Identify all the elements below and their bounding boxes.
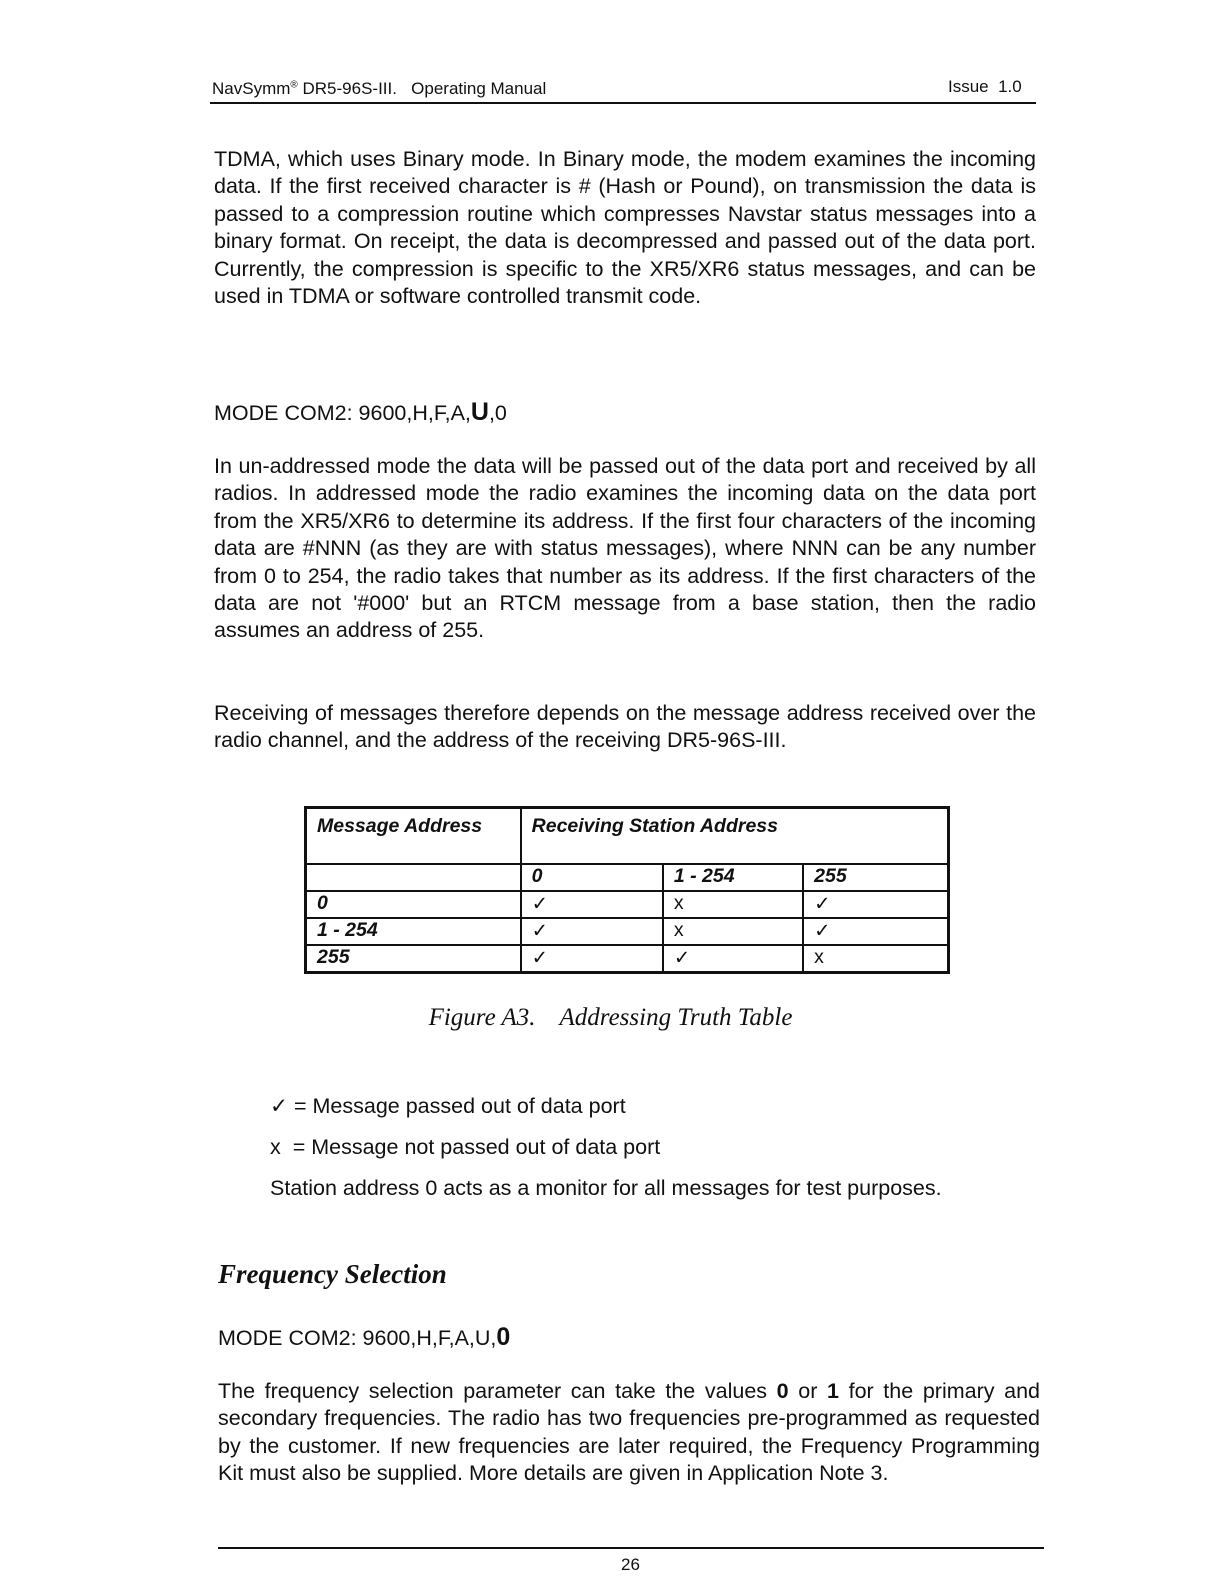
table-header-row xyxy=(306,808,949,865)
table-row xyxy=(306,891,949,918)
table-cell: x xyxy=(663,891,803,918)
addressing-truth-table xyxy=(304,806,950,974)
table-cell: ✓ xyxy=(663,945,803,973)
row-label: 1 - 254 xyxy=(306,918,521,945)
row-label: 255 xyxy=(306,945,521,973)
table-cell: ✓ xyxy=(803,918,948,945)
paragraph-frequency: The frequency selection parameter can take the values 0 or 1 for the primary and secondary frequencies. The radio has two frequencies pre-programmed as requested by the customer. If new frequencies are later required, the Frequency Programming Kit must also be supplied. More details are given in Application Note 3. xyxy=(218,1379,1040,1486)
row-label: 0 xyxy=(306,891,521,918)
table-cell: ✓ xyxy=(521,945,663,973)
mode-command-addressing: MODE COM2: 9600,H,F,A,U,0 xyxy=(214,398,507,426)
paragraph-addressed-mode: In un-addressed mode the data will be passed out of the data port and received by all radios. In addressed mode the radio examines the incoming data on the data port from the XR5/XR6 to determine its address. If the first four characters of the incoming data are #NNN (as they are with status messages), where NNN can be any number from 0 to 254, the radio takes that number as its address. If the first characters of the data are not '#000' but an RTCM message from a base station, then the radio assumes an address of 255. xyxy=(214,454,1036,643)
table-cell: ✓ xyxy=(803,891,948,918)
section-title-frequency: Frequency Selection xyxy=(218,1259,447,1289)
header-rule xyxy=(210,102,1036,104)
table-cell: ✓ xyxy=(521,918,663,945)
table-cell xyxy=(306,864,521,891)
table-cell: x xyxy=(803,945,948,973)
header-message-address: Message Address xyxy=(306,808,521,865)
table-cell: ✓ xyxy=(521,891,663,918)
running-header-title: NavSymm® DR5-96S-III. Operating Manual xyxy=(212,79,547,98)
table-row xyxy=(306,918,949,945)
paragraph-receiving: Receiving of messages therefore depends on the message address received over the radio channel, and the address of the receiving DR5-96S-III. xyxy=(214,701,1036,753)
table-cell: x xyxy=(663,918,803,945)
figure-caption: Figure A3. Addressing Truth Table xyxy=(428,1004,793,1031)
column-header: 0 xyxy=(521,864,663,891)
issue-label: Issue 1.0 xyxy=(948,77,1022,96)
legend-cross: x = Message not passed out of data port xyxy=(270,1135,661,1159)
legend-check: ✓ = Message passed out of data port xyxy=(270,1094,626,1118)
footer-rule xyxy=(218,1547,1044,1549)
table-column-row xyxy=(306,864,949,891)
table-row xyxy=(306,945,949,973)
column-header: 1 - 254 xyxy=(663,864,803,891)
page-number: 26 xyxy=(621,1555,640,1574)
column-header: 255 xyxy=(803,864,948,891)
paragraph-binary-mode: TDMA, which uses Binary mode. In Binary mode, the modem examines the incoming data. If the first received character is # (Hash or Pound), on transmission the data is passed to a compression routine which compresses Navstar status messages into a binary format. On receipt, the data is decompressed and passed out of the data port. Currently, the compression is specific to the XR5/XR6 status messages, and can be used in TDMA or software controlled transmit code. xyxy=(214,147,1036,309)
legend-note: Station address 0 acts as a monitor for all messages for test purposes. xyxy=(270,1176,942,1200)
header-receiving-station: Receiving Station Address xyxy=(521,808,949,865)
mode-command-frequency: MODE COM2: 9600,H,F,A,U,0 xyxy=(218,1323,511,1351)
